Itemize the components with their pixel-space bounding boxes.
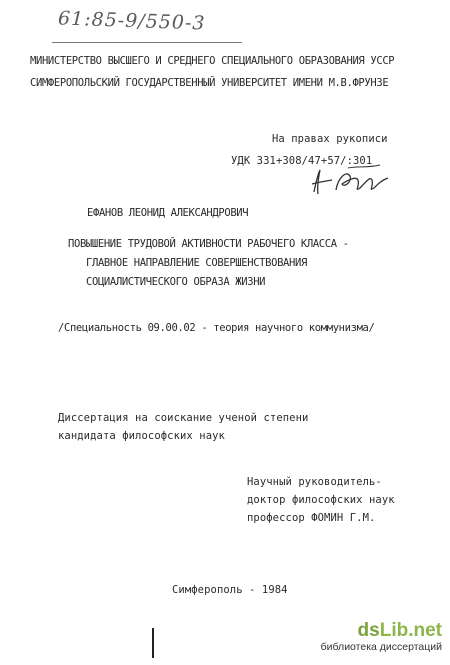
title-line-1: ПОВЫШЕНИЕ ТРУДОВОЙ АКТИВНОСТИ РАБОЧЕГО КЛАССА -	[68, 238, 349, 250]
handwritten-signature	[308, 162, 398, 202]
udk-code: УДК 331+308/47+57/:301	[231, 155, 373, 167]
author-name: ЕФАНОВ ЛЕОНИД АЛЕКСАНДРОВИЧ	[87, 207, 249, 219]
advisor-line-3: профессор ФОМИН Г.М.	[247, 512, 376, 524]
watermark-subtitle: библиотека диссертаций	[320, 641, 442, 653]
advisor-line-2: доктор философских наук	[247, 494, 395, 506]
watermark-logo: dsLib.net	[357, 620, 442, 641]
dissertation-line-2: кандидата философских наук	[58, 430, 225, 442]
watermark	[321, 621, 442, 653]
advisor-line-1: Научный руководитель-	[247, 476, 382, 488]
title-line-3: СОЦИАЛИСТИЧЕСКОГО ОБРАЗА ЖИЗНИ	[86, 276, 266, 288]
university-line: СИМФЕРОПОЛЬСКИЙ ГОСУДАРСТВЕННЫЙ УНИВЕРСИТЕТ ИМЕНИ М.В.ФРУНЗЕ	[30, 77, 389, 89]
dissertation-line-1: Диссертация на соискание ученой степени	[58, 412, 309, 424]
title-line-2: ГЛАВНОЕ НАПРАВЛЕНИЕ СОВЕРШЕНСТВОВАНИЯ	[86, 257, 307, 269]
archive-stamp: 61:85-9/550-3	[57, 7, 206, 35]
city-year: Симферополь - 1984	[172, 584, 288, 596]
specialty-line: /Специальность 09.00.02 - теория научного коммунизма/	[58, 322, 375, 334]
page-edge-mark	[152, 628, 154, 658]
ministry-line: МИНИСТЕРСТВО ВЫСШЕГО И СРЕДНЕГО СПЕЦИАЛЬНОГО ОБРАЗОВАНИЯ УССР	[30, 55, 395, 67]
rights-notice: На правах рукописи	[272, 133, 388, 145]
stamp-underline	[52, 42, 242, 43]
